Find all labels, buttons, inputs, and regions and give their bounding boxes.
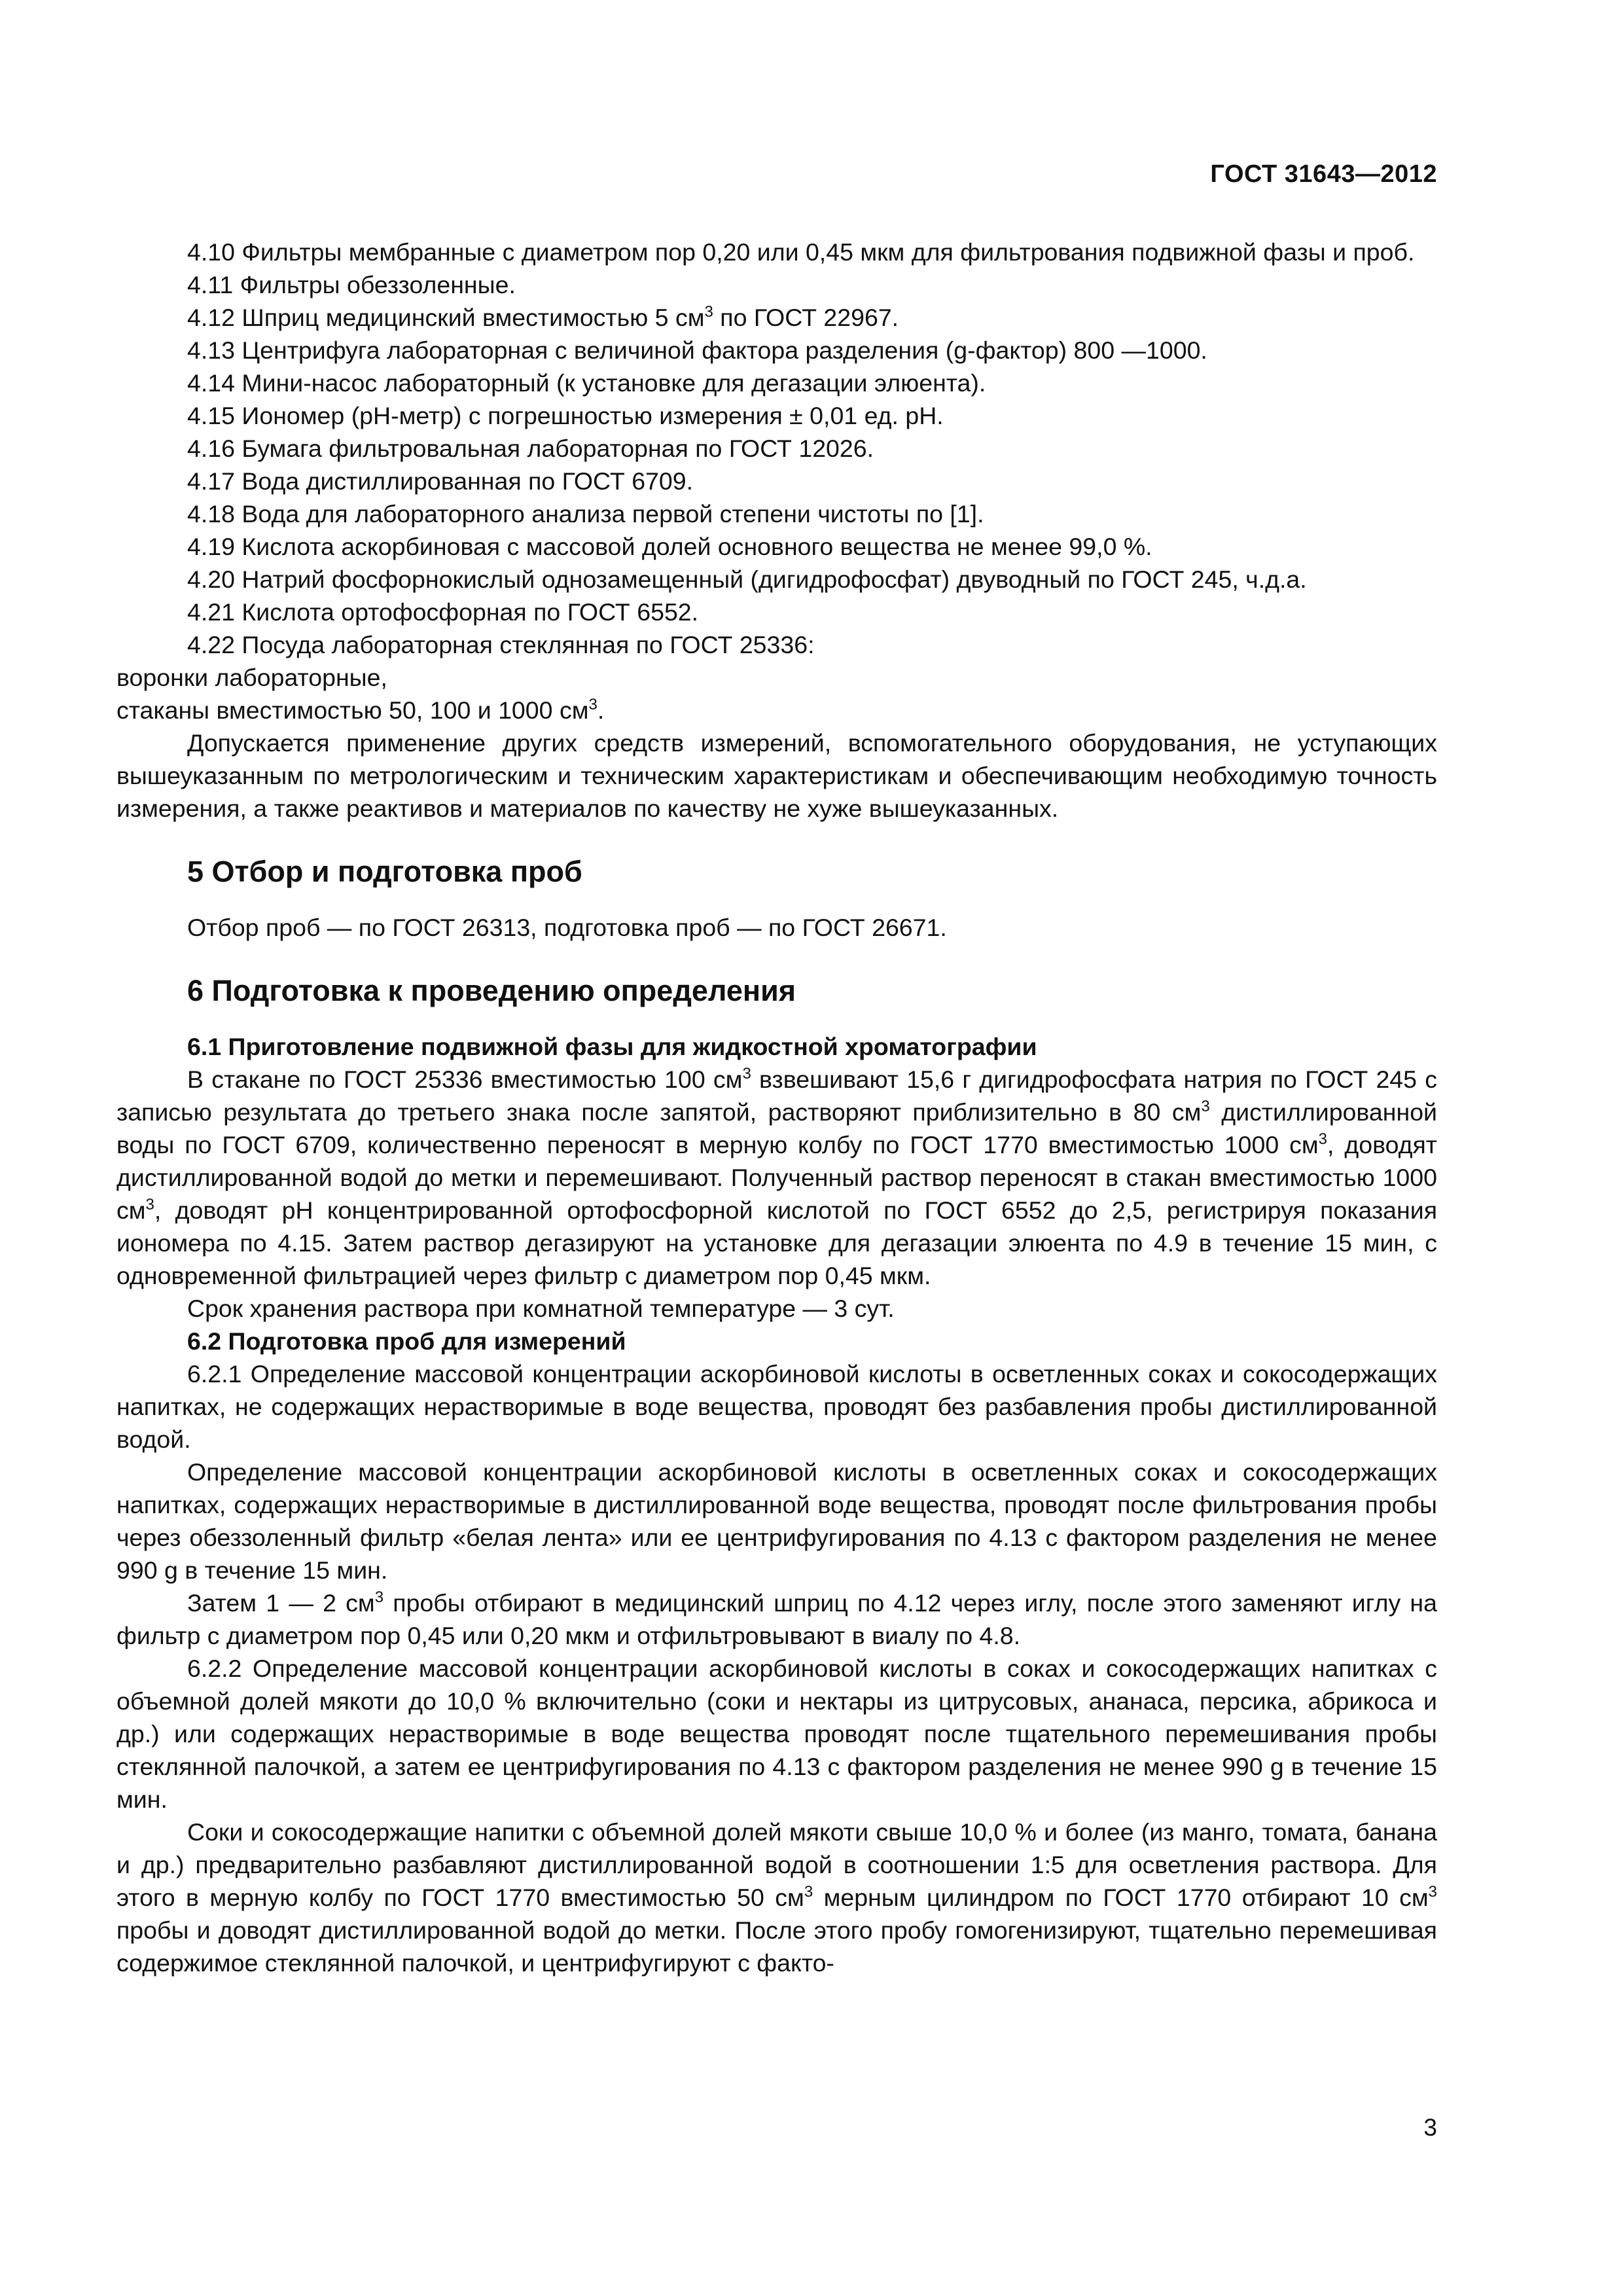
document-body (116, 236, 1437, 1979)
list-item: 4.18 Вода для лабораторного анализа первой степени чистоты по [1]. (187, 500, 984, 528)
list-item: 4.17 Вода дистиллированная по ГОСТ 6709. (187, 467, 694, 495)
paragraph: 6.2.2 Определение массовой концентрации аскорбиновой кислоты в соках и сокосодержащих напитках с объемной долей мякоти до 10,0 % включительно (соки и нектары из цитрусовых, ананаса, персика, абрикоса и др.) или содержащих нерастворимые в воде вещества проводят после тщательного перемешивания пробы стеклянной палочкой, а затем ее центрифугирования по 4.13 с фактором разделения не менее 990 g в течение 15 мин. (116, 1655, 1437, 1813)
section-5-text: Отбор проб — по ГОСТ 26313, подготовка проб — по ГОСТ 26671. (187, 914, 947, 941)
list-item: 4.16 Бумага фильтровальная лабораторная по ГОСТ 12026. (187, 435, 874, 462)
list-item: 4.10 Фильтры мембранные с диаметром пор 0,20 или 0,45 мкм для фильтрования подвижной фазы и проб. (187, 238, 1415, 266)
document-page (116, 0, 1437, 2296)
page-number: 3 (1423, 2114, 1437, 2141)
paragraph: Соки и сокосодержащие напитки с объемной долей мякоти свыше 10,0 % и более (из манго, томата, банана и др.) предварительно разбавляют дистиллированной водой в соотношении 1:5 для осветления раствора. Для этого в мерную колбу по ГОСТ 1770 вместимостью 50 $см^3$ мерным цилиндром по ГОСТ 1770 отбирают 10 $см^3$ пробы и доводят дистиллированной водой до метки. После этого пробу гомогенизируют, тщательно перемешивая содержимое стеклянной палочкой, и центрифугируют с факто- (116, 1818, 1437, 1977)
list-item: 4.12 Шприц медицинский вместимостью 5 $см^3$ по ГОСТ 22967. (187, 303, 899, 331)
paragraph: Затем 1 — 2 $см^3$ пробы отбирают в медицинский шприц по 4.12 через иглу, после этого заменяют иглу на фильтр с диаметром пор 0,45 или 0,20 мкм и отфильтровывают в виалу по 4.8. (116, 1588, 1437, 1649)
equipment-list (116, 236, 1437, 825)
equipment-note: Допускается применение других средств измерений, вспомогательного оборудования, не уступающих вышеуказанным по метрологическим и техническим характеристикам и обеспечивающим необходимую точность измерения, а также реактивов и материалов по качеству не хуже вышеуказанных. (116, 729, 1437, 822)
section-6-heading: 6 Подготовка к проведению определения (187, 974, 796, 1007)
subsection-6-1-heading: 6.1 Приготовление подвижной фазы для жидкостной хроматографии (187, 1033, 1037, 1060)
paragraph: В стакане по ГОСТ 25336 вместимостью 100 $см^3$ взвешивают 15,6 г дигидрофосфата натрия по ГОСТ 245 с записью результата до третьего знака после запятой, растворяют приблизительно в 80 $см^3$ дистиллированной воды по ГОСТ 6709, количественно переносят в мерную колбу по ГОСТ 1770 вместимостью 1000 $см^3$, доводят дистиллированной водой до метки и перемешивают. Полученный раствор переносят в стакан вместимостью 1000 $см^3$, доводят pH концентрированной ортофосфорной кислотой по ГОСТ 6552 до 2,5, регистрируя показания иономера по 4.15. Затем раствор дегазируют на установке для дегазации элюента по 4.9 в течение 15 мин, с одновременной фильтрацией через фильтр с диаметром пор 0,45 мкм. (116, 1065, 1437, 1289)
list-item: 4.15 Иономер (pH-метр) с погрешностью измерения ± 0,01 ед. pH. (187, 402, 944, 429)
paragraph: Определение массовой концентрации аскорбиновой кислоты в осветленных соках и сокосодержащих напитках, содержащих нерастворимые в дистиллированной воде вещества, проводят после фильтрования пробы через обеззоленный фильтр «белая лента» или ее центрифугирования по 4.13 с фактором разделения не менее 990 g в течение 15 мин. (116, 1458, 1437, 1584)
list-item: 4.21 Кислота ортофосфорная по ГОСТ 6552. (187, 598, 699, 626)
list-item: 4.13 Центрифуга лабораторная с величиной фактора разделения (g-фактор) 800 —1000. (187, 336, 1207, 364)
paragraph: 6.2.1 Определение массовой концентрации аскорбиновой кислоты в осветленных соках и сокосодержащих напитках, не содержащих нерастворимые в воде вещества, проводят без разбавления пробы дистиллированной водой. (116, 1360, 1437, 1453)
paragraph: Срок хранения раствора при комнатной температуре — 3 сут. (187, 1295, 895, 1322)
glassware-item: стаканы вместимостью 50, 100 и 1000 $см^3$. (116, 696, 605, 724)
section-5-heading: 5 Отбор и подготовка проб (187, 855, 582, 888)
list-item: 4.11 Фильтры обеззоленные. (187, 271, 516, 298)
document-code: ГОСТ 31643—2012 (1210, 160, 1437, 188)
subsection-6-2-heading: 6.2 Подготовка проб для измерений (187, 1327, 626, 1355)
list-item: 4.22 Посуда лабораторная стеклянная по ГОСТ 25336: (187, 631, 815, 658)
list-item: 4.14 Мини-насос лабораторный (к установке для дегазации элюента). (187, 369, 986, 397)
list-item: 4.20 Натрий фосфорнокислый однозамещенный (дигидрофосфат) двуводный по ГОСТ 245, ч.д.а. (187, 565, 1307, 593)
glassware-item: воронки лабораторные, (116, 664, 387, 691)
list-item: 4.19 Кислота аскорбиновая с массовой долей основного вещества не менее 99,0 %. (187, 533, 1152, 560)
